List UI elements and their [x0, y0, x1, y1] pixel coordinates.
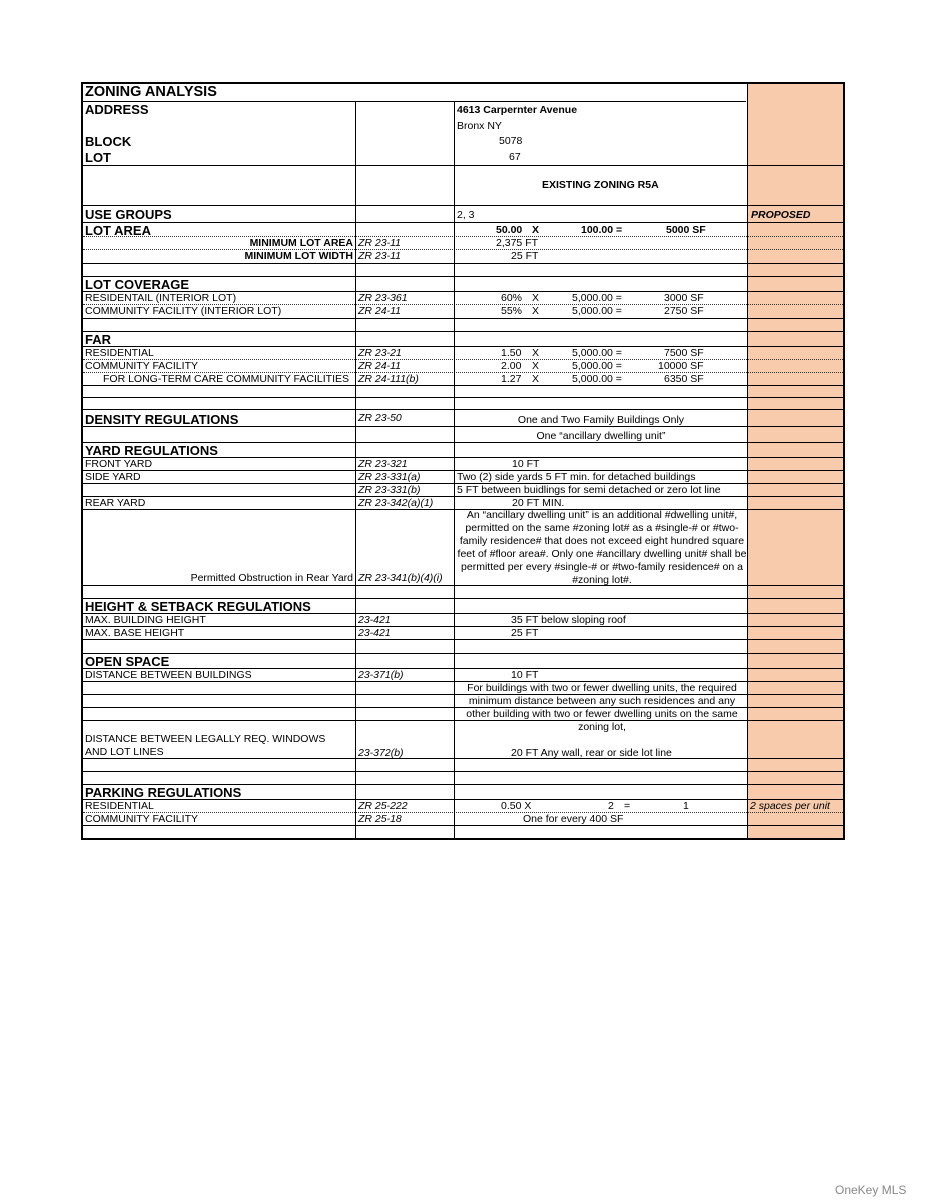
- lot-value: 67: [509, 151, 521, 163]
- block-value: 5078: [499, 135, 523, 147]
- min-lot-width-label: MINIMUM LOT WIDTH: [244, 250, 353, 262]
- parking-res-ref: ZR 25-222: [358, 800, 408, 812]
- use-groups-label: USE GROUPS: [85, 207, 172, 222]
- lot-area-x: X: [532, 224, 540, 236]
- density-ref: ZR 23-50: [358, 412, 402, 424]
- coverage-cf-x: X: [532, 305, 540, 317]
- spacer-row: [83, 319, 843, 332]
- spacer-row: [83, 586, 843, 599]
- column-divider: [454, 102, 455, 838]
- density-line-2: One “ancillary dwelling unit”: [536, 430, 666, 442]
- coverage-cf-base: 5,000.00 =: [572, 305, 622, 317]
- min-lot-width-ref: ZR 23-11: [358, 250, 401, 262]
- address-line-1: 4613 Carpernter Avenue: [457, 104, 578, 116]
- windows-value: 20 FT Any wall, rear or side lot line: [511, 747, 672, 759]
- obstruction-text: An “ancillary dwelling unit” is an additional #dwelling unit#, permitted on the same #zoning lot# as a #single-# or #two-family residence# that does not exceed eight hundred square feet of #floor area#. Only one #ancillary dwelling unit# shall be permitted per every #single-# or #two-family residence# on a #zoning lot#.: [457, 509, 747, 586]
- max-height-value: 35 FT below sloping roof: [511, 614, 626, 626]
- front-yard-value: 10 FT: [512, 458, 540, 470]
- height-label: HEIGHT & SETBACK REGULATIONS: [85, 599, 311, 614]
- distance-value: 10 FT: [511, 669, 539, 681]
- parking-label: PARKING REGULATIONS: [85, 785, 242, 800]
- far-ltc-value: 1.27: [501, 373, 522, 385]
- rear-yard-value: 20 FT MIN.: [512, 497, 565, 509]
- lot-coverage-row: [83, 277, 843, 292]
- parking-cf-value: One for every 400 SF: [523, 813, 624, 825]
- side-yard-label: SIDE YARD: [85, 471, 141, 483]
- far-res-x: X: [532, 347, 540, 359]
- coverage-res-pct: 60%: [501, 292, 523, 304]
- parking-cf-ref: ZR 25-18: [358, 813, 402, 825]
- far-cf-ref: ZR 24-11: [358, 360, 401, 372]
- min-lot-area-value: 2,375 FT: [496, 237, 539, 249]
- far-ltc-label: FOR LONG-TERM CARE COMMUNITY FACILITIES: [103, 373, 349, 385]
- spacer-row: [83, 772, 843, 785]
- windows-ref: 23-372(b): [358, 747, 404, 759]
- obstruction-ref: ZR 23-341(b)(4)(i): [358, 572, 443, 584]
- far-cf-base: 5,000.00 =: [572, 360, 622, 372]
- coverage-res-result: 3000 SF: [664, 292, 704, 304]
- base-height-value: 25 FT: [511, 627, 539, 639]
- far-cf-value: 2.00: [501, 360, 522, 372]
- distance-label: DISTANCE BETWEEN BUILDINGS: [85, 669, 252, 681]
- column-divider: [355, 102, 356, 838]
- parking-res-b: 2: [608, 800, 614, 812]
- rear-yard-ref: ZR 23-342(a)(1): [358, 497, 434, 509]
- far-cf-result: 10000 SF: [658, 360, 704, 372]
- base-height-row: [83, 627, 843, 640]
- spacer-row: [83, 264, 843, 277]
- base-height-label: MAX. BASE HEIGHT: [85, 627, 185, 639]
- distance-ref: 23-371(b): [358, 669, 404, 681]
- coverage-res-x: X: [532, 292, 540, 304]
- spacer-row: [83, 759, 843, 772]
- address-line-2: Bronx NY: [457, 120, 502, 132]
- block-label: BLOCK: [85, 134, 132, 149]
- far-res-ref: ZR 23-21: [358, 347, 402, 359]
- yard-label: YARD REGULATIONS: [85, 443, 218, 458]
- lot-area-label: LOT AREA: [85, 223, 151, 238]
- far-ltc-ref: ZR 24-111(b): [358, 373, 419, 385]
- parking-res-row: [83, 800, 843, 813]
- far-label: FAR: [85, 332, 111, 347]
- side-yard-value-b: 5 FT between buidlings for semi detached or zero lot line: [457, 484, 721, 496]
- spacer-row: [83, 386, 843, 398]
- side-yard-ref-a: ZR 23-331(a): [358, 471, 421, 483]
- lot-coverage-label: LOT COVERAGE: [85, 277, 190, 292]
- lot-area-calc-a: 50.00: [496, 224, 523, 236]
- parking-res-label: RESIDENTIAL: [85, 800, 154, 812]
- front-yard-ref: ZR 23-321: [358, 458, 408, 470]
- address-label: ADDRESS: [85, 102, 149, 117]
- far-ltc-result: 6350 SF: [664, 373, 704, 385]
- obstruction-label: Permitted Obstruction in Rear Yard: [190, 572, 353, 584]
- min-lot-area-label: MINIMUM LOT AREA: [249, 237, 353, 249]
- far-res-result: 7500 SF: [664, 347, 704, 359]
- coverage-cf-pct: 55%: [501, 305, 523, 317]
- coverage-cf-label: COMMUNITY FACILITY (INTERIOR LOT): [85, 305, 282, 317]
- lot-area-result: 5000 SF: [666, 224, 706, 236]
- column-divider: [747, 84, 748, 838]
- far-res-label: RESIDENTIAL: [85, 347, 154, 359]
- far-ltc-x: X: [532, 373, 540, 385]
- spacer-row: [83, 640, 843, 654]
- side-yard-ref-b: ZR 23-331(b): [358, 484, 421, 496]
- density-label: DENSITY REGULATIONS: [85, 412, 239, 427]
- far-row: [83, 332, 843, 347]
- coverage-res-ref: ZR 23-361: [358, 292, 408, 304]
- lot-area-calc-b: 100.00 =: [581, 224, 623, 236]
- spacer-row: [83, 398, 843, 410]
- min-lot-width-value: 25 FT: [511, 250, 539, 262]
- front-yard-label: FRONT YARD: [85, 458, 153, 470]
- far-res-base: 5,000.00 =: [572, 347, 622, 359]
- distance-text: For buildings with two or fewer dwelling units, the required minimum distance between any such residences and any other building with two or fewer dwelling units on the same zoning lot,: [466, 682, 738, 733]
- coverage-res-base: 5,000.00 =: [572, 292, 622, 304]
- zoning-row: [83, 166, 843, 206]
- front-yard-row: [83, 458, 843, 471]
- sheet-title: ZONING ANALYSIS: [85, 84, 217, 100]
- far-cf-label: COMMUNITY FACILITY: [85, 360, 198, 372]
- footer-watermark: OneKey MLS: [835, 1183, 907, 1197]
- max-height-ref: 23-421: [358, 614, 391, 626]
- parking-cf-label: COMMUNITY FACILITY: [85, 813, 198, 825]
- windows-label-2: AND LOT LINES: [85, 746, 164, 758]
- side-yard-value-a: Two (2) side yards 5 FT min. for detached buildings: [457, 471, 696, 483]
- max-height-label: MAX. BUILDING HEIGHT: [85, 614, 206, 626]
- coverage-cf-result: 2750 SF: [664, 305, 704, 317]
- parking-res-eq: =: [624, 800, 631, 812]
- parking-res-a: 0.50 X: [501, 800, 532, 812]
- rear-yard-label: REAR YARD: [85, 497, 146, 509]
- proposed-header: PROPOSED: [751, 209, 811, 221]
- min-lot-area-ref: ZR 23-11: [358, 237, 401, 249]
- zoning-analysis-table: [81, 82, 845, 840]
- far-res-row: [83, 347, 843, 360]
- lot-area-row: [83, 223, 843, 237]
- base-height-ref: 23-421: [358, 627, 391, 639]
- coverage-res-label: RESIDENTAIL (INTERIOR LOT): [85, 292, 237, 304]
- far-cf-x: X: [532, 360, 540, 372]
- open-space-label: OPEN SPACE: [85, 654, 170, 669]
- existing-zoning: EXISTING ZONING R5A: [542, 179, 659, 191]
- use-groups-value: 2, 3: [457, 209, 475, 221]
- density-line-1: One and Two Family Buildings Only: [517, 414, 685, 426]
- windows-label-1: DISTANCE BETWEEN LEGALLY REQ. WINDOWS: [85, 733, 326, 745]
- lot-label: LOT: [85, 150, 111, 165]
- coverage-cf-ref: ZR 24-11: [358, 305, 401, 317]
- open-space-row: [83, 654, 843, 669]
- parking-res-result: 1: [683, 800, 689, 812]
- far-ltc-base: 5,000.00 =: [572, 373, 622, 385]
- parking-res-proposed: 2 spaces per unit: [750, 800, 830, 812]
- far-res-value: 1.50: [501, 347, 522, 359]
